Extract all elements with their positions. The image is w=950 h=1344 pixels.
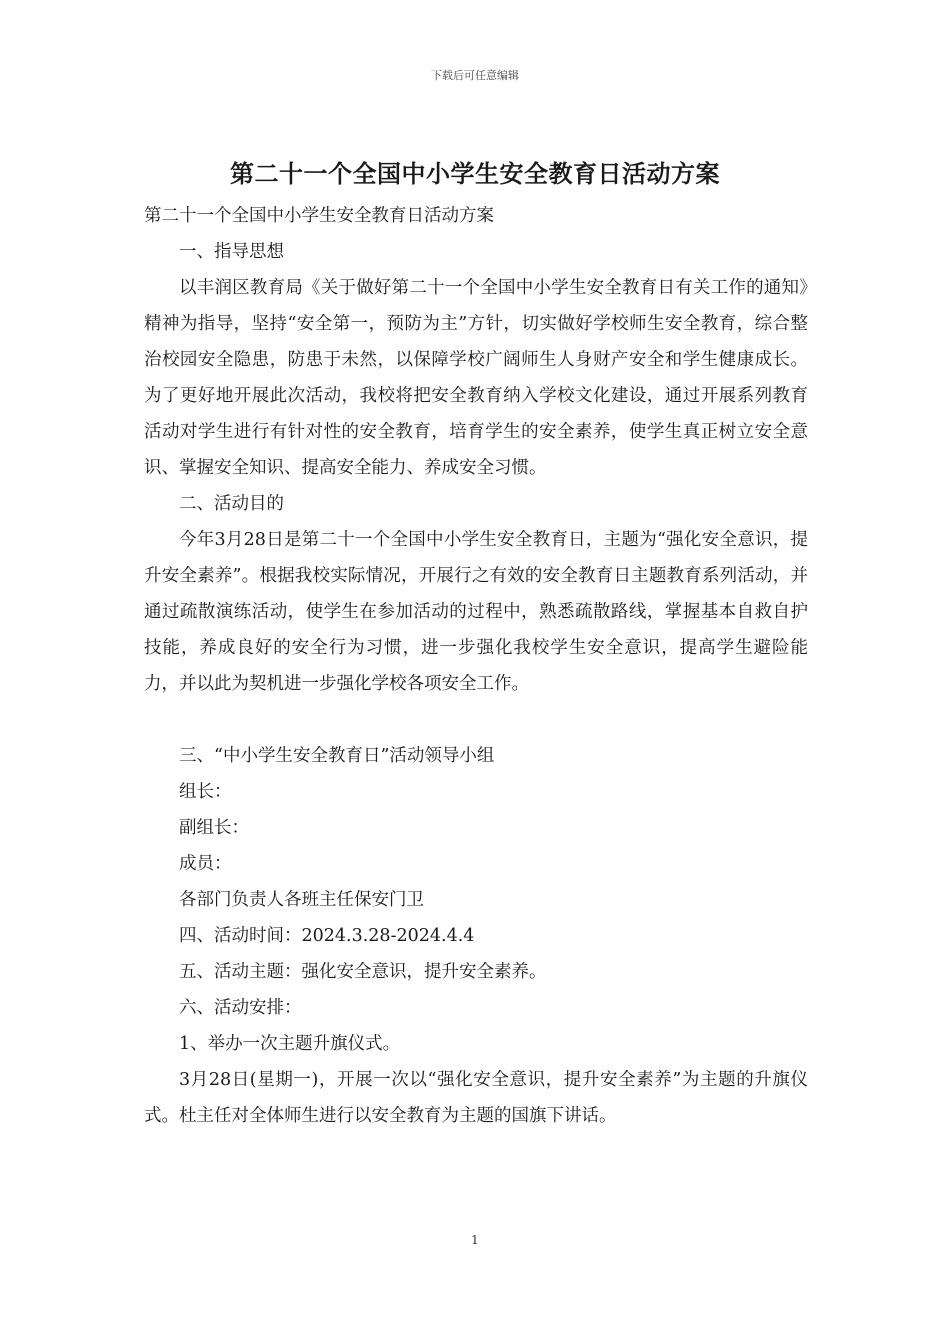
vice-leader-line: 副组长： <box>179 818 249 838</box>
section-6-heading: 六、活动安排： <box>179 998 302 1018</box>
section-1-heading: 一、指导思想 <box>179 242 284 262</box>
item-1-heading: 1、举办一次主题升旗仪式。 <box>179 1034 401 1054</box>
section-5-theme: 五、活动主题：强化安全意识，提升安全素养。 <box>179 962 547 982</box>
section-2-heading: 二、活动目的 <box>179 494 284 514</box>
section-2-body: 今年3月28日是第二十一个全国中小学生安全教育日，主题为“强化安全意识，提升安全素养”。根据我校实际情况，开展行之有效的安全教育日主题教育系列活动，并通过疏散演练活动，使学生在参加活动的过程中，熟悉疏散路线，掌握基本自救自护技能，养成良好的安全行为习惯，进一步强化我校学生安全意识，提高学生避险能力，并以此为契机进一步强化学校各项安全工作。 <box>144 530 808 694</box>
leader-line: 组长： <box>179 782 232 802</box>
blank-line <box>144 702 808 738</box>
section-3-heading: 三、“中小学生安全教育日”活动领导小组 <box>179 746 495 766</box>
members-list: 各部门负责人各班主任保安门卫 <box>179 890 424 910</box>
section-1-body: 以丰润区教育局《关于做好第二十一个全国中小学生安全教育日有关工作的通知》精神为指导，坚持“安全第一，预防为主”方针，切实做好学校师生安全教育，综合整治校园安全隐患，防患于未然，以保障学校广阔师生人身财产安全和学生健康成长。为了更好地开展此次活动，我校将把安全教育纳入学校文化建设，通过开展系列教育活动对学生进行有针对性的安全教育，培育学生的安全素养，使学生真正树立安全意识、掌握安全知识、提高安全能力、养成安全习惯。 <box>144 278 808 478</box>
members-line: 成员： <box>179 854 232 874</box>
item-1-body: 3月28日(星期一)，开展一次以“强化安全意识，提升安全素养”为主题的升旗仪式。杜主任对全体师生进行以安全教育为主题的国旗下讲话。 <box>144 1070 808 1126</box>
page-number: 1 <box>471 1233 479 1247</box>
document-title: 第二十一个全国中小学生安全教育日活动方案 <box>230 159 720 188</box>
document-body <box>144 198 808 1134</box>
section-4-time: 四、活动时间：2024.3.28-2024.4.4 <box>179 926 475 946</box>
document-subtitle: 第二十一个全国中小学生安全教育日活动方案 <box>144 206 494 226</box>
header-note: 下载后可任意编辑 <box>431 69 519 82</box>
